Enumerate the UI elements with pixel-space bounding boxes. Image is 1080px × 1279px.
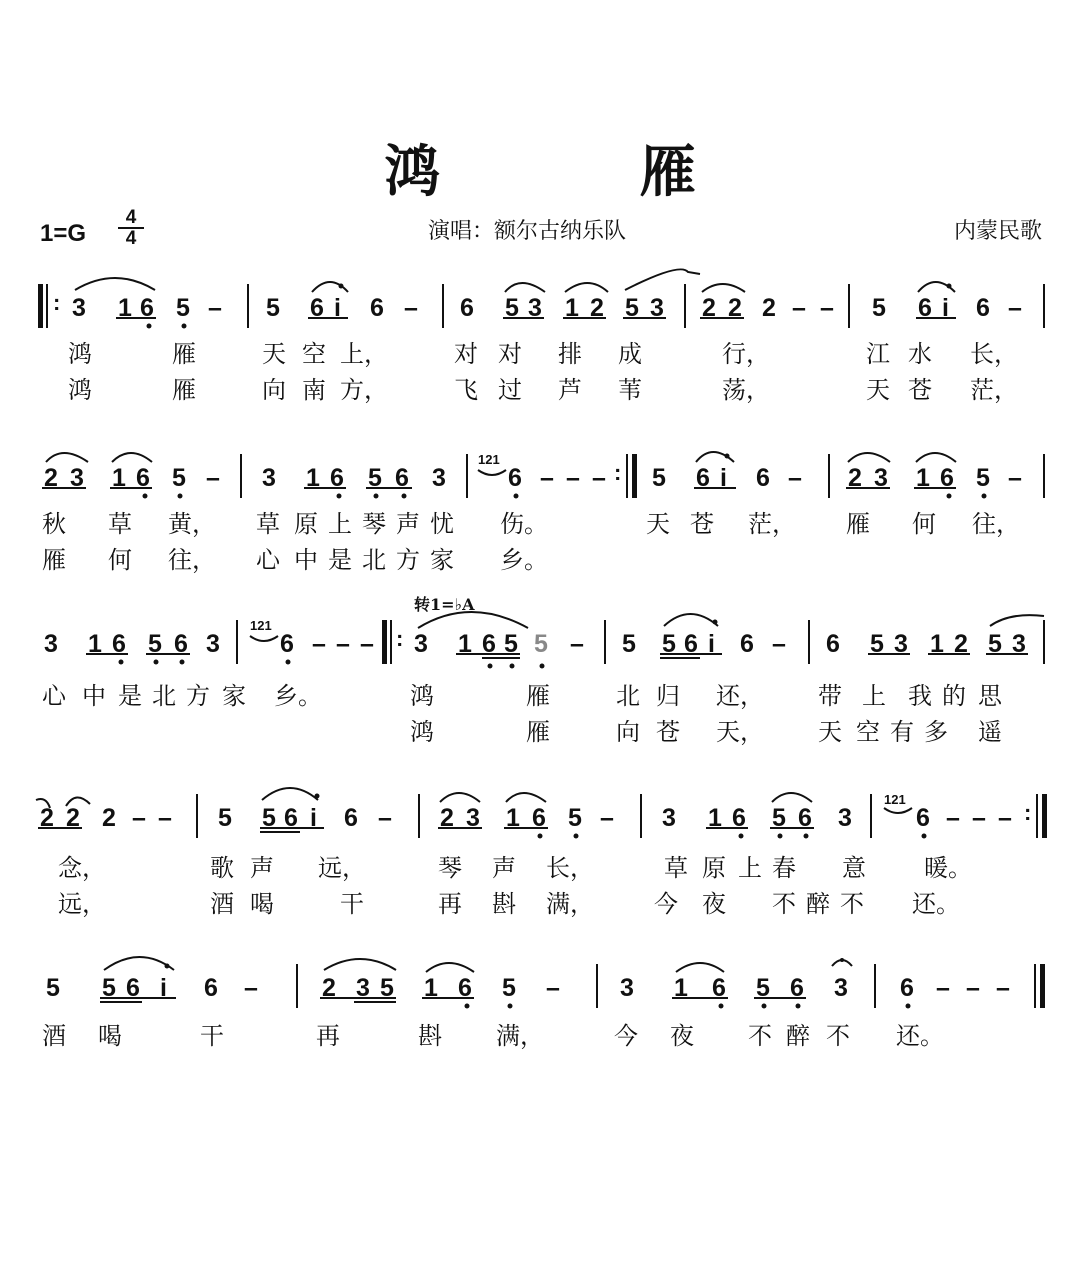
lyric-char: 满， xyxy=(546,890,594,918)
lyric-char: 空 xyxy=(856,718,880,746)
note: i xyxy=(160,974,167,1002)
song-title: 鸿 雁 xyxy=(384,139,786,205)
lyric-char: 原 xyxy=(702,854,726,882)
lyric-char: 苍 xyxy=(908,376,932,404)
lyric-char: 水 xyxy=(908,340,932,368)
lyric-char: 还。 xyxy=(896,1022,944,1050)
dash-extension: – xyxy=(312,630,326,658)
note: 1 xyxy=(930,630,944,658)
note: 5 xyxy=(662,630,676,658)
dash-extension: – xyxy=(998,804,1012,832)
note: 1 xyxy=(458,630,472,658)
notes-line-2: 2 3 1 6 5 – 3 1 6 5 6 3 121 6 – – – : 5 6 i 6 – 2 3 1 6 5 – xyxy=(0,452,1080,504)
note: 6 xyxy=(460,294,474,322)
lyric-char: 苇 xyxy=(618,376,642,404)
note: 5 xyxy=(176,294,190,322)
dash-extension: – xyxy=(966,974,980,1002)
lyric-char: 苍 xyxy=(656,718,680,746)
lyric-char: 还。 xyxy=(912,890,960,918)
lyric-char: 声 xyxy=(492,854,516,882)
lyric-char: 思 xyxy=(978,682,1002,710)
lyric-char: 茫， xyxy=(748,510,796,538)
note: 1 xyxy=(506,804,520,832)
lyric-char: 雁 xyxy=(172,340,196,368)
lyric-char: 今 xyxy=(614,1022,638,1050)
note: 6 xyxy=(174,630,188,658)
lyric-char: 再 xyxy=(438,890,462,918)
lyric-char: 方， xyxy=(340,376,388,404)
dash-extension: – xyxy=(132,804,146,832)
note: 6 xyxy=(482,630,496,658)
lyric-char: 草 xyxy=(664,854,688,882)
lyric-char: 遥 xyxy=(978,718,1002,746)
lyric-char: 不 xyxy=(748,1022,772,1050)
note: 6 xyxy=(112,630,126,658)
note: 1 xyxy=(88,630,102,658)
note: 6 xyxy=(508,464,522,492)
note: 5 xyxy=(568,804,582,832)
note: 5 xyxy=(772,804,786,832)
note: 6 xyxy=(136,464,150,492)
note: 5 xyxy=(988,630,1002,658)
source-credit: 内蒙民歌 xyxy=(953,219,1042,244)
lyric-char: 喝 xyxy=(250,890,274,918)
repeat-dots: : xyxy=(53,290,61,315)
lyric-char: 归 xyxy=(656,682,680,710)
repeat-dots: : xyxy=(396,626,404,651)
note: 5 xyxy=(625,294,639,322)
lyric-char: 酒 xyxy=(42,1022,66,1050)
note: 6 xyxy=(395,464,409,492)
lyric-char: 心 xyxy=(256,546,280,574)
lyric-char: 声 xyxy=(250,854,274,882)
lyric-char: 乡。 xyxy=(274,682,322,710)
lyric-char: 苍 xyxy=(690,510,714,538)
lyric-char: 往， xyxy=(972,510,1020,538)
note: 6 xyxy=(756,464,770,492)
lyric-char: 雁 xyxy=(172,376,196,404)
lyric-char: 方 xyxy=(396,546,420,574)
note: 1 xyxy=(565,294,579,322)
note: i xyxy=(720,464,727,492)
note: 5 xyxy=(872,294,886,322)
lyric-char: 还， xyxy=(716,682,764,710)
note: i xyxy=(334,294,341,322)
lyric-char: 夜 xyxy=(670,1022,694,1050)
note: 3 xyxy=(206,630,220,658)
note: 6 xyxy=(976,294,990,322)
lyric-char: 北 xyxy=(152,682,176,710)
note: 1 xyxy=(424,974,438,1002)
lyric-char: 长， xyxy=(970,340,1018,368)
note: 6 xyxy=(344,804,358,832)
lyric-char: 成 xyxy=(618,340,642,368)
lyric-char: 鸿 xyxy=(410,682,434,710)
lyric-char: 上 xyxy=(328,510,352,538)
lyric-char: 草 xyxy=(108,510,132,538)
lyric-char: 喝 xyxy=(98,1022,122,1050)
note: 3 xyxy=(70,464,84,492)
repeat-dots: : xyxy=(1024,800,1032,825)
note: 3 xyxy=(466,804,480,832)
lyric-char: 有 xyxy=(890,718,914,746)
lyric-char: 向 xyxy=(616,718,640,746)
note: 6 xyxy=(280,630,294,658)
note: 1 xyxy=(916,464,930,492)
note: 1 xyxy=(112,464,126,492)
dash-extension: – xyxy=(360,630,374,658)
dash-extension: – xyxy=(540,464,554,492)
lyric-char: 远， xyxy=(58,890,106,918)
lyric-char: 是 xyxy=(328,546,352,574)
note: 3 xyxy=(838,804,852,832)
note: 2 xyxy=(44,464,58,492)
dash-extension: – xyxy=(244,974,258,1002)
lyric-char: 天 xyxy=(262,340,286,368)
note: 6 xyxy=(532,804,546,832)
lyric-char: 夜 xyxy=(702,890,726,918)
note: 5 xyxy=(218,804,232,832)
lyric-char: 家 xyxy=(222,682,246,710)
note: i xyxy=(708,630,715,658)
lyric-char: 方 xyxy=(186,682,210,710)
note: 6 xyxy=(940,464,954,492)
key-signature: 1=G xyxy=(40,220,87,247)
note: 1 xyxy=(708,804,722,832)
dash-extension: – xyxy=(772,630,786,658)
lyric-char: 不 xyxy=(772,890,796,918)
dash-extension: – xyxy=(404,294,418,322)
dash-extension: – xyxy=(566,464,580,492)
note: 2 xyxy=(762,294,776,322)
lyric-char: 带 xyxy=(818,682,842,710)
lyric-char: 过 xyxy=(498,376,522,404)
dash-extension: – xyxy=(788,464,802,492)
dash-extension: – xyxy=(946,804,960,832)
note: 3 xyxy=(1012,630,1026,658)
lyric-char: 多 xyxy=(924,718,948,746)
lyric-char: 天， xyxy=(716,718,764,746)
lyric-char: 向 xyxy=(262,376,286,404)
lyric-char: 南 xyxy=(302,376,326,404)
note: 3 xyxy=(414,630,428,658)
lyric-char: 满， xyxy=(496,1022,544,1050)
lyric-char: 琴 xyxy=(438,854,462,882)
lyric-char: 干 xyxy=(200,1022,224,1050)
note: 6 xyxy=(740,630,754,658)
lyric-char: 上 xyxy=(738,854,762,882)
note: 6 xyxy=(140,294,154,322)
note: 5 xyxy=(976,464,990,492)
lyric-char: 鸿 xyxy=(410,718,434,746)
time-signature: $\frac{4}{4}$ xyxy=(118,208,144,248)
lyric-char: 空 xyxy=(302,340,326,368)
lyric-char: 上 xyxy=(862,682,886,710)
lyric-char: 的 xyxy=(942,682,966,710)
lyric-char: 念， xyxy=(58,854,106,882)
lyric-char: 暖。 xyxy=(924,854,972,882)
note: 3 xyxy=(894,630,908,658)
note: 2 xyxy=(954,630,968,658)
lyric-char: 声 xyxy=(396,510,420,538)
note: 3 xyxy=(44,630,58,658)
lyric-char: 乡。 xyxy=(500,546,548,574)
note: i xyxy=(942,294,949,322)
lyric-char: 雁 xyxy=(42,546,66,574)
note: 6 xyxy=(790,974,804,1002)
dash-extension: – xyxy=(158,804,172,832)
lyric-char: 北 xyxy=(362,546,386,574)
lyric-char: 江 xyxy=(866,340,890,368)
note: 5 xyxy=(172,464,186,492)
singer-credit: 演唱：额尔古纳乐队 xyxy=(428,219,627,244)
note: 5 xyxy=(622,630,636,658)
lyric-char: 天 xyxy=(646,510,670,538)
lyric-char: 对 xyxy=(498,340,522,368)
lyric-char: 天 xyxy=(866,376,890,404)
note: 5 xyxy=(756,974,770,1002)
lyric-char: 上， xyxy=(340,340,388,368)
lyric-char: 斟 xyxy=(418,1022,442,1050)
dash-extension: – xyxy=(1008,294,1022,322)
lyric-char: 不 xyxy=(840,890,864,918)
note: 5 xyxy=(502,974,516,1002)
note: 3 xyxy=(834,974,848,1002)
lyric-char: 醉 xyxy=(786,1022,810,1050)
lyric-char: 何 xyxy=(108,546,132,574)
note: 6 xyxy=(684,630,698,658)
notes-line-3: 3 1 6 5 6 3 121 6 – – – : 3 1 6 5 5 – 5 5 6 i 6 – 6 5 3 1 2 5 3 xyxy=(0,618,1080,670)
dash-extension: – xyxy=(1008,464,1022,492)
dash-extension: – xyxy=(972,804,986,832)
dash-extension: – xyxy=(336,630,350,658)
lyric-char: 往， xyxy=(168,546,216,574)
note: 1 xyxy=(306,464,320,492)
note: 2 xyxy=(440,804,454,832)
lyric-char: 飞 xyxy=(454,376,478,404)
lyric-char: 今 xyxy=(654,890,678,918)
lyric-char: 何 xyxy=(912,510,936,538)
note: 6 xyxy=(712,974,726,1002)
lyric-char: 草 xyxy=(256,510,280,538)
lyric-char: 不 xyxy=(826,1022,850,1050)
note: 3 xyxy=(262,464,276,492)
note: 6 xyxy=(458,974,472,1002)
lyric-char: 秋 xyxy=(42,510,66,538)
note: 5 xyxy=(102,974,116,1002)
lyric-char: 茫， xyxy=(970,376,1018,404)
note: 6 xyxy=(916,804,930,832)
note: 5 xyxy=(368,464,382,492)
dash-extension: – xyxy=(570,630,584,658)
note: 1 xyxy=(118,294,132,322)
dash-extension: – xyxy=(546,974,560,1002)
note: 5 xyxy=(505,294,519,322)
lyric-char: 心 xyxy=(42,682,66,710)
note: 6 xyxy=(310,294,324,322)
dash-extension: – xyxy=(206,464,220,492)
note: 6 xyxy=(900,974,914,1002)
lyric-char: 长， xyxy=(546,854,594,882)
lyric-char: 醉 xyxy=(806,890,830,918)
lyric-char: 北 xyxy=(616,682,640,710)
dash-extension: – xyxy=(936,974,950,1002)
lyric-char: 鸿 xyxy=(68,340,92,368)
note: 2 xyxy=(590,294,604,322)
note: 2 xyxy=(66,804,80,832)
lyric-char: 雁 xyxy=(526,682,550,710)
lyric-char: 干 xyxy=(340,890,364,918)
note: 6 xyxy=(204,974,218,1002)
note: 3 xyxy=(874,464,888,492)
repeat-dots: : xyxy=(614,460,622,485)
note: 6 xyxy=(126,974,140,1002)
lyric-char: 忧 xyxy=(430,510,454,538)
note: 6 xyxy=(284,804,298,832)
lyric-char: 雁 xyxy=(526,718,550,746)
note: 6 xyxy=(370,294,384,322)
dash-extension: – xyxy=(378,804,392,832)
note: 5 xyxy=(46,974,60,1002)
lyric-char: 芦 xyxy=(558,376,582,404)
dash-extension: – xyxy=(820,294,834,322)
lyric-char: 是 xyxy=(118,682,142,710)
lyric-char: 斟 xyxy=(492,890,516,918)
note: 3 xyxy=(72,294,86,322)
lyric-char: 伤。 xyxy=(500,510,548,538)
note: 6 xyxy=(732,804,746,832)
lyric-char: 意 xyxy=(842,854,866,882)
note: 6 xyxy=(826,630,840,658)
lyric-char: 排 xyxy=(558,340,582,368)
lyric-char: 对 xyxy=(454,340,478,368)
note: 3 xyxy=(620,974,634,1002)
note: 6 xyxy=(918,294,932,322)
note: 1 xyxy=(674,974,688,1002)
lyric-char: 原 xyxy=(294,510,318,538)
note: 3 xyxy=(662,804,676,832)
lyric-char: 雁 xyxy=(846,510,870,538)
lyric-char: 再 xyxy=(316,1022,340,1050)
lyric-char: 中 xyxy=(294,546,318,574)
note: 3 xyxy=(356,974,370,1002)
notes-line-4: 2 2 2 – – 5 5 6 i 6 – 2 3 1 6 5 – 3 1 6 5 6 3 121 6 – – – : xyxy=(0,792,1080,844)
note: 6 xyxy=(330,464,344,492)
note: 5 xyxy=(380,974,394,1002)
dash-extension: – xyxy=(208,294,222,322)
note: 2 xyxy=(322,974,336,1002)
note: 2 xyxy=(728,294,742,322)
dash-extension: – xyxy=(600,804,614,832)
note: 5 xyxy=(652,464,666,492)
lyric-char: 黄， xyxy=(168,510,216,538)
note: 6 xyxy=(798,804,812,832)
lyric-char: 鸿 xyxy=(68,376,92,404)
lyric-char: 歌 xyxy=(210,854,234,882)
note: 5 xyxy=(148,630,162,658)
note: 5 xyxy=(504,630,518,658)
dash-extension: – xyxy=(792,294,806,322)
modulation-marking: 转1=♭A xyxy=(414,595,475,614)
lyric-char: 中 xyxy=(82,682,106,710)
lyric-char: 我 xyxy=(908,682,932,710)
note: 3 xyxy=(432,464,446,492)
lyric-char: 远， xyxy=(318,854,366,882)
note: 5 xyxy=(266,294,280,322)
note: 3 xyxy=(650,294,664,322)
note: 5 xyxy=(870,630,884,658)
lyric-char: 天 xyxy=(818,718,842,746)
lyric-char: 琴 xyxy=(362,510,386,538)
note: 6 xyxy=(696,464,710,492)
dash-extension: – xyxy=(592,464,606,492)
lyric-char: 酒 xyxy=(210,890,234,918)
note: 3 xyxy=(528,294,542,322)
note: i xyxy=(310,804,317,832)
note: 5 xyxy=(534,630,548,658)
lyric-char: 家 xyxy=(430,546,454,574)
dash-extension: – xyxy=(996,974,1010,1002)
note: 2 xyxy=(102,804,116,832)
lyric-char: 行， xyxy=(722,340,770,368)
lyric-char: 春 xyxy=(772,854,796,882)
note: 2 xyxy=(702,294,716,322)
note: 2 xyxy=(40,804,54,832)
note: 2 xyxy=(848,464,862,492)
note: 5 xyxy=(262,804,276,832)
lyric-char: 荡， xyxy=(722,376,770,404)
